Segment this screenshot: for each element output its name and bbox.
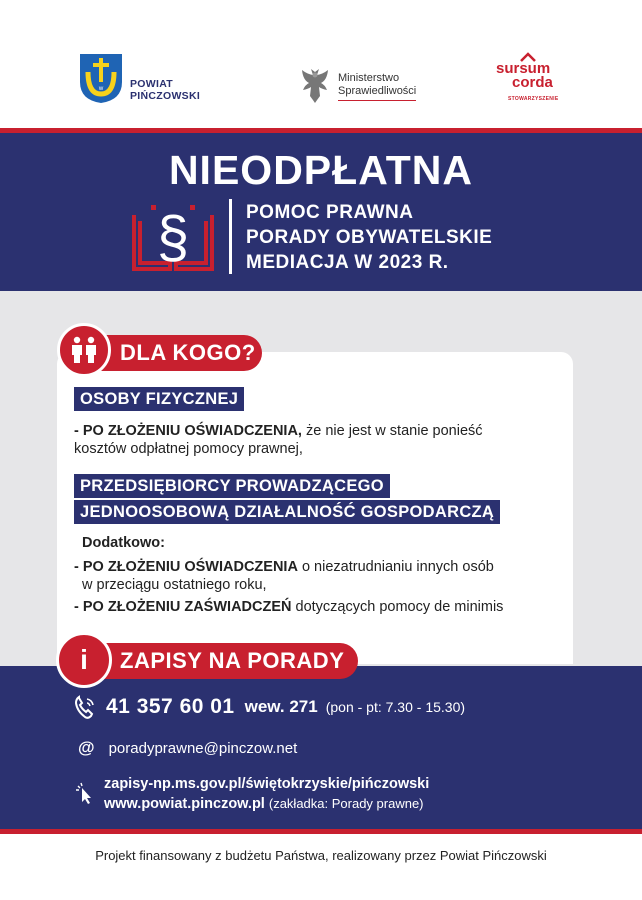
- subtitle-line2: PORADY OBYWATELSKIE: [246, 227, 493, 248]
- svg-text:w: w: [98, 86, 104, 92]
- sursum-corda-logo: [496, 52, 586, 108]
- for-whom-heading: [92, 335, 262, 371]
- email-row: [78, 738, 297, 758]
- extra-condition2-bold: - PO ZŁOŻENIU ZAŚWIADCZEŃ: [74, 599, 292, 615]
- people-icon: [57, 323, 111, 377]
- website-tab-note: (zakładka: Porady prawne): [268, 796, 424, 811]
- svg-text:§: §: [156, 205, 190, 270]
- office-hours: (pon - pt: 7.30 - 15.30): [325, 699, 466, 715]
- individuals-condition-bold: - PO ZŁOŻENIU OŚWIADCZENIA,: [74, 423, 302, 439]
- title-banner: [0, 133, 642, 291]
- extra-condition2-text: dotyczących pomocy de minimis: [291, 599, 504, 615]
- phone-icon: [74, 695, 96, 719]
- additionally-label: Dodatkowo:: [82, 535, 165, 551]
- corda-word: corda: [512, 74, 553, 91]
- links-block: [76, 774, 429, 814]
- ministry-logo: [298, 66, 416, 106]
- sursum-word: sursum: [496, 60, 551, 77]
- powiat-logo: [78, 52, 200, 104]
- red-stripe-bottom: [0, 829, 642, 834]
- powiat-name-line2: PIŃCZOWSKI: [130, 90, 201, 102]
- ministry-name-line1: Ministerstwo: [338, 71, 400, 84]
- funding-footer: Projekt finansowany z budżetu Państwa, realizowany przez Powiat Pińczowski: [95, 848, 547, 863]
- phone-extension: wew. 271: [244, 697, 318, 716]
- at-icon: @: [78, 738, 95, 757]
- subtitle-line3: MEDIACJA W 2023 R.: [246, 252, 449, 273]
- email-link[interactable]: poradyprawne@pinczow.net: [108, 739, 298, 757]
- phone-row: [74, 695, 465, 719]
- extra-condition1-bold: - PO ZŁOŻENIU OŚWIADCZENIA: [74, 559, 298, 575]
- extra-condition1-line2: w przeciągu ostatniego roku,: [82, 577, 267, 593]
- for-whom-heading-text: DLA KOGO?: [120, 340, 256, 365]
- signup-heading: [86, 643, 358, 679]
- powiat-website-link[interactable]: www.powiat.pinczow.pl: [104, 796, 265, 812]
- ministry-name-line2: Sprawiedliwości: [338, 84, 417, 97]
- eagle-icon: [298, 66, 332, 106]
- association-label: STOWARZYSZENIE: [508, 96, 559, 102]
- info-icon: i: [56, 632, 112, 688]
- title-divider: [229, 199, 232, 274]
- logo-bar: [0, 0, 642, 128]
- signup-heading-text: ZAPISY NA PORADY: [120, 648, 345, 673]
- coat-of-arms-icon: [78, 52, 124, 104]
- tag-entrepreneurs-line1: PRZEDSIĘBIORCY PROWADZĄCEGO: [74, 474, 390, 498]
- extra-condition1-text: o niezatrudnianiu innych osób: [297, 559, 494, 575]
- paragraph-book-icon: [130, 195, 216, 273]
- tag-individuals: OSOBY FIZYCZNEJ: [74, 387, 244, 411]
- phone-number[interactable]: 41 357 60 01: [106, 695, 235, 718]
- tag-entrepreneurs-line2: JEDNOOSOBOWĄ DZIAŁALNOŚĆ GOSPODARCZĄ: [74, 500, 500, 524]
- powiat-name-line1: POWIAT: [130, 78, 174, 90]
- individuals-condition-line2: kosztów odpłatnej pomocy prawnej,: [74, 441, 303, 457]
- registration-link[interactable]: zapisy-np.ms.gov.pl/świętokrzyskie/pińczowski: [104, 776, 430, 792]
- cursor-icon: [76, 782, 96, 804]
- title-main: NIEODPŁATNA: [168, 147, 474, 193]
- subtitle-line1: POMOC PRAWNA: [246, 202, 414, 223]
- individuals-condition-text: że nie jest w stanie ponieść: [301, 423, 483, 439]
